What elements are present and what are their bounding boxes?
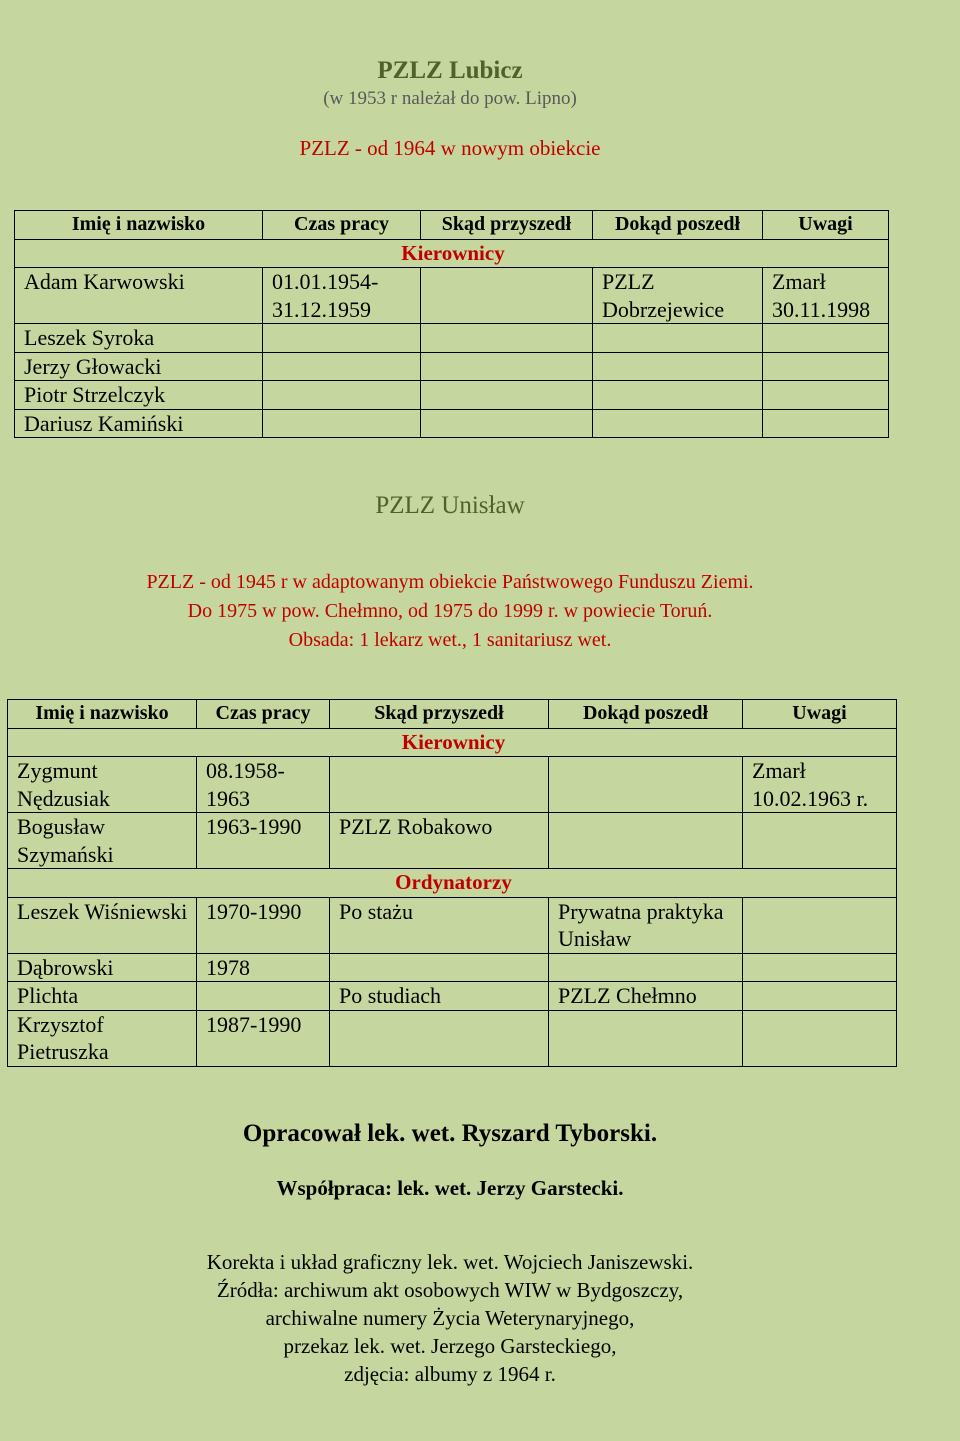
cell-period: 1970-1990 <box>197 897 330 953</box>
lubicz-staff-table <box>14 210 889 438</box>
table-row <box>8 813 897 869</box>
cell-name: Leszek Wiśniewski <box>8 897 197 953</box>
header-name: Imię i nazwisko <box>8 700 197 729</box>
group-row-kierownicy <box>8 728 897 757</box>
table-row <box>8 982 897 1011</box>
cell-to <box>549 953 743 982</box>
table-row <box>15 409 889 438</box>
group-label: Kierownicy <box>15 239 889 268</box>
cell-notes <box>743 982 897 1011</box>
cell-to: PZLZ Dobrzejewice <box>593 268 763 324</box>
cell-from <box>421 324 593 353</box>
cell-period <box>263 352 421 381</box>
cell-notes: Zmarł 30.11.1998 <box>763 268 889 324</box>
section2-note-line: Do 1975 w pow. Chełmno, od 1975 do 1999 r. w powiecie Toruń. <box>187 600 713 622</box>
section2-notes <box>0 568 900 655</box>
cell-to <box>593 409 763 438</box>
cell-period <box>197 982 330 1011</box>
cell-period: 1978 <box>197 953 330 982</box>
credits-line: Korekta i układ graficzny lek. wet. Wojciech Janiszewski. <box>206 1250 694 1274</box>
cell-to: PZLZ Chełmno <box>549 982 743 1011</box>
cell-from <box>330 1010 549 1066</box>
cell-name: Zygmunt Nędzusiak <box>8 757 197 813</box>
unislaw-staff-table <box>7 699 897 1067</box>
section2-title: PZLZ Unisław <box>375 492 525 519</box>
cell-period: 1963-1990 <box>197 813 330 869</box>
section1-subtitle: (w 1953 r należał do pow. Lipno) <box>323 88 577 109</box>
cell-notes: Zmarł 10.02.1963 r. <box>743 757 897 813</box>
group-label: Kierownicy <box>8 728 897 757</box>
header-to: Dokąd poszedł <box>593 211 763 240</box>
cell-name: Dąbrowski <box>8 953 197 982</box>
cell-notes <box>743 813 897 869</box>
credits-line: zdjęcia: albumy z 1964 r. <box>344 1362 556 1386</box>
cell-from <box>421 381 593 410</box>
cell-to: Prywatna praktyka Unisław <box>549 897 743 953</box>
credits-details <box>0 1248 900 1388</box>
header-notes: Uwagi <box>763 211 889 240</box>
cell-period: 01.01.1954-31.12.1959 <box>263 268 421 324</box>
cell-name: Leszek Syroka <box>15 324 263 353</box>
cell-to <box>549 813 743 869</box>
header-period: Czas pracy <box>263 211 421 240</box>
cell-from <box>330 757 549 813</box>
table-row <box>8 757 897 813</box>
group-label: Ordynatorzy <box>8 869 897 898</box>
section2-note-line: PZLZ - od 1945 r w adaptowanym obiekcie Państwowego Funduszu Ziemi. <box>146 571 754 593</box>
credits-line: przekaz lek. wet. Jerzego Garsteckiego, <box>283 1334 617 1358</box>
cell-notes <box>763 409 889 438</box>
section1-title: PZLZ Lubicz <box>377 57 523 84</box>
cell-notes <box>763 324 889 353</box>
cell-from: Po studiach <box>330 982 549 1011</box>
cell-name: Adam Karwowski <box>15 268 263 324</box>
section2-note-line: Obsada: 1 lekarz wet., 1 sanitariusz wet. <box>288 629 612 651</box>
group-row-ordynatorzy <box>8 869 897 898</box>
cell-notes <box>743 1010 897 1066</box>
header-from: Skąd przyszedł <box>330 700 549 729</box>
cell-period: 1987-1990 <box>197 1010 330 1066</box>
table-row <box>15 352 889 381</box>
cell-to <box>549 757 743 813</box>
header-from: Skąd przyszedł <box>421 211 593 240</box>
header-notes: Uwagi <box>743 700 897 729</box>
cell-notes <box>763 381 889 410</box>
cell-notes <box>763 352 889 381</box>
group-row-kierownicy <box>15 239 889 268</box>
cell-from <box>330 953 549 982</box>
cell-notes <box>743 897 897 953</box>
table-row <box>15 381 889 410</box>
credits-line: archiwalne numery Życia Weterynaryjnego, <box>265 1306 635 1330</box>
credits-line: Źródła: archiwum akt osobowych WIW w Bydgoszczy, <box>216 1278 684 1302</box>
table-row <box>15 268 889 324</box>
cell-notes <box>743 953 897 982</box>
cell-period <box>263 381 421 410</box>
header-to: Dokąd poszedł <box>549 700 743 729</box>
credits-author: Opracował lek. wet. Ryszard Tyborski. <box>242 1120 658 1147</box>
cell-to <box>549 1010 743 1066</box>
cell-period: 08.1958-1963 <box>197 757 330 813</box>
cell-from: Po stażu <box>330 897 549 953</box>
cell-name: Piotr Strzelczyk <box>15 381 263 410</box>
cell-name: Jerzy Głowacki <box>15 352 263 381</box>
cell-name: Plichta <box>8 982 197 1011</box>
table-row <box>8 1010 897 1066</box>
cell-name: Bogusław Szymański <box>8 813 197 869</box>
cell-name: Dariusz Kamiński <box>15 409 263 438</box>
header-name: Imię i nazwisko <box>15 211 263 240</box>
table-header-row <box>15 211 889 240</box>
table-header-row <box>8 700 897 729</box>
cell-to <box>593 324 763 353</box>
table-row <box>15 324 889 353</box>
table-row <box>8 953 897 982</box>
cell-to <box>593 352 763 381</box>
cell-from <box>421 352 593 381</box>
cell-period <box>263 324 421 353</box>
cell-period <box>263 409 421 438</box>
cell-name: Krzysztof Pietruszka <box>8 1010 197 1066</box>
table-row <box>8 897 897 953</box>
cell-to <box>593 381 763 410</box>
section1-note: PZLZ - od 1964 w nowym obiekcie <box>299 136 601 160</box>
cell-from <box>421 409 593 438</box>
header-period: Czas pracy <box>197 700 330 729</box>
cell-from: PZLZ Robakowo <box>330 813 549 869</box>
cell-from <box>421 268 593 324</box>
credits-cooperation: Współpraca: lek. wet. Jerzy Garstecki. <box>276 1176 624 1200</box>
